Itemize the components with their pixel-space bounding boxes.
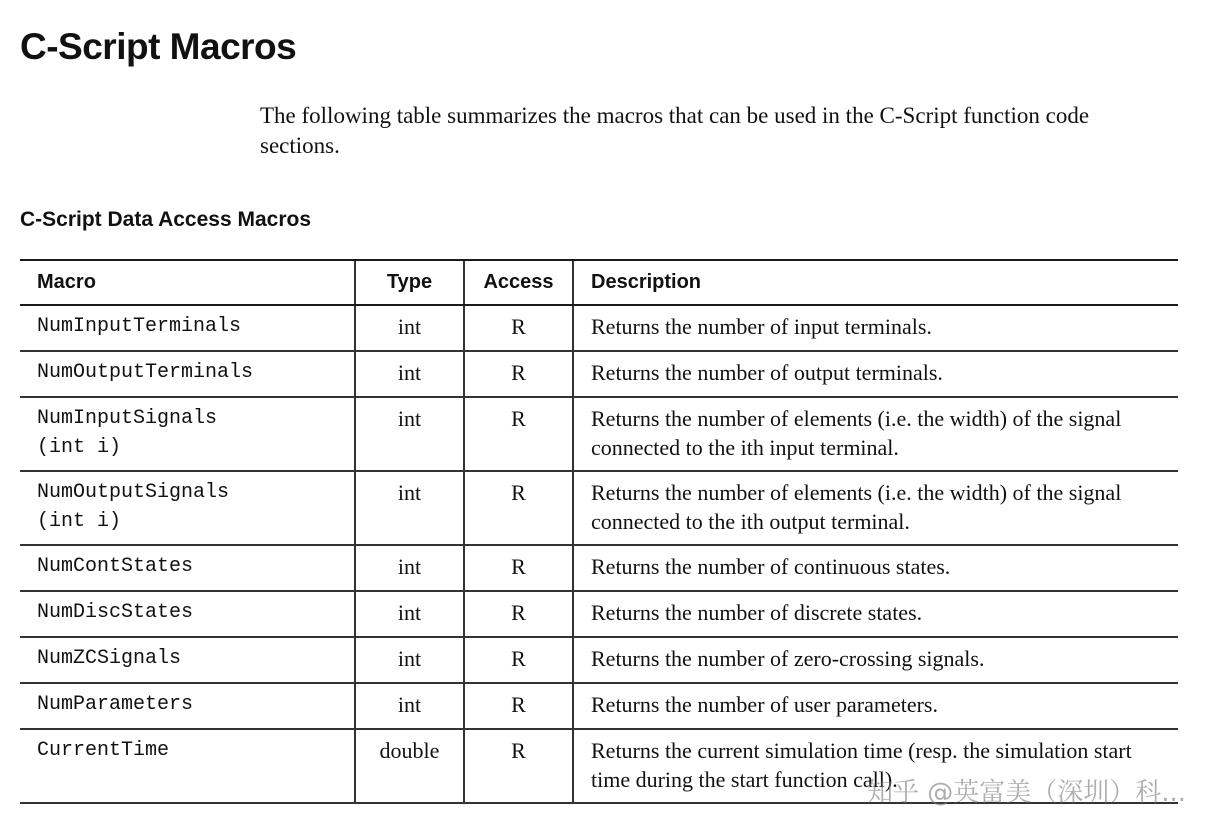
table-row — [20, 351, 1178, 397]
macro-cell — [20, 637, 355, 683]
table-row — [20, 545, 1178, 591]
access-cell: R — [464, 471, 573, 545]
macro-name: CurrentTime — [37, 739, 170, 762]
type-cell: int — [355, 683, 464, 729]
access-cell: R — [464, 397, 573, 471]
table-row — [20, 305, 1178, 351]
description-cell: Returns the number of user parameters. — [573, 683, 1178, 729]
macro-name: NumDiscStates — [37, 601, 194, 624]
table-header-row — [20, 260, 1178, 305]
watermark-text: 知乎 @英富美（深圳）科... — [866, 778, 1186, 808]
description-cell: Returns the number of elements (i.e. the width) of the signal connected to the ith output terminal. — [573, 471, 1178, 545]
table-row — [20, 471, 1178, 545]
page-title: C-Script Macros — [20, 26, 297, 67]
column-header-description: Description — [573, 260, 1178, 305]
type-cell: int — [355, 471, 464, 545]
macro-name: NumParameters — [37, 693, 194, 716]
macro-cell — [20, 591, 355, 637]
description-cell: Returns the number of continuous states. — [573, 545, 1178, 591]
access-cell: R — [464, 729, 573, 803]
description-cell: Returns the number of discrete states. — [573, 591, 1178, 637]
type-cell: int — [355, 305, 464, 351]
access-cell: R — [464, 545, 573, 591]
type-cell: int — [355, 637, 464, 683]
macro-name: NumOutputTerminals — [37, 361, 254, 384]
table-row — [20, 591, 1178, 637]
access-cell: R — [464, 637, 573, 683]
column-header-type: Type — [355, 260, 464, 305]
table-row — [20, 637, 1178, 683]
macro-cell — [20, 683, 355, 729]
macro-name: NumInputSignals — [37, 407, 218, 430]
macro-table — [20, 259, 1178, 804]
description-cell: Returns the number of elements (i.e. the width) of the signal connected to the ith input terminal. — [573, 397, 1178, 471]
type-cell: int — [355, 397, 464, 471]
type-cell: int — [355, 545, 464, 591]
table-row — [20, 397, 1178, 471]
access-cell: R — [464, 683, 573, 729]
macro-argument: (int i) — [37, 436, 122, 459]
section-title: C-Script Data Access Macros — [20, 208, 312, 231]
intro-paragraph: The following table summarizes the macros that can be used in the C-Script function code sections. — [260, 103, 1090, 158]
macro-name: NumOutputSignals — [37, 481, 230, 504]
access-cell: R — [464, 305, 573, 351]
type-cell: double — [355, 729, 464, 803]
macro-cell — [20, 545, 355, 591]
table-row — [20, 683, 1178, 729]
macro-cell — [20, 729, 355, 803]
macro-name: NumContStates — [37, 555, 194, 578]
macro-cell — [20, 351, 355, 397]
macro-name: NumZCSignals — [37, 647, 182, 670]
type-cell: int — [355, 591, 464, 637]
macro-name: NumInputTerminals — [37, 315, 242, 338]
description-cell: Returns the current simulation time (resp. the simulation start time during the start function call). — [573, 729, 1178, 803]
macro-cell — [20, 471, 355, 545]
access-cell: R — [464, 591, 573, 637]
column-header-macro: Macro — [20, 260, 355, 305]
description-cell: Returns the number of input terminals. — [573, 305, 1178, 351]
column-header-access: Access — [464, 260, 573, 305]
macro-cell — [20, 397, 355, 471]
type-cell: int — [355, 351, 464, 397]
description-cell: Returns the number of zero-crossing signals. — [573, 637, 1178, 683]
macro-cell — [20, 305, 355, 351]
access-cell: R — [464, 351, 573, 397]
macro-argument: (int i) — [37, 510, 122, 533]
description-cell: Returns the number of output terminals. — [573, 351, 1178, 397]
